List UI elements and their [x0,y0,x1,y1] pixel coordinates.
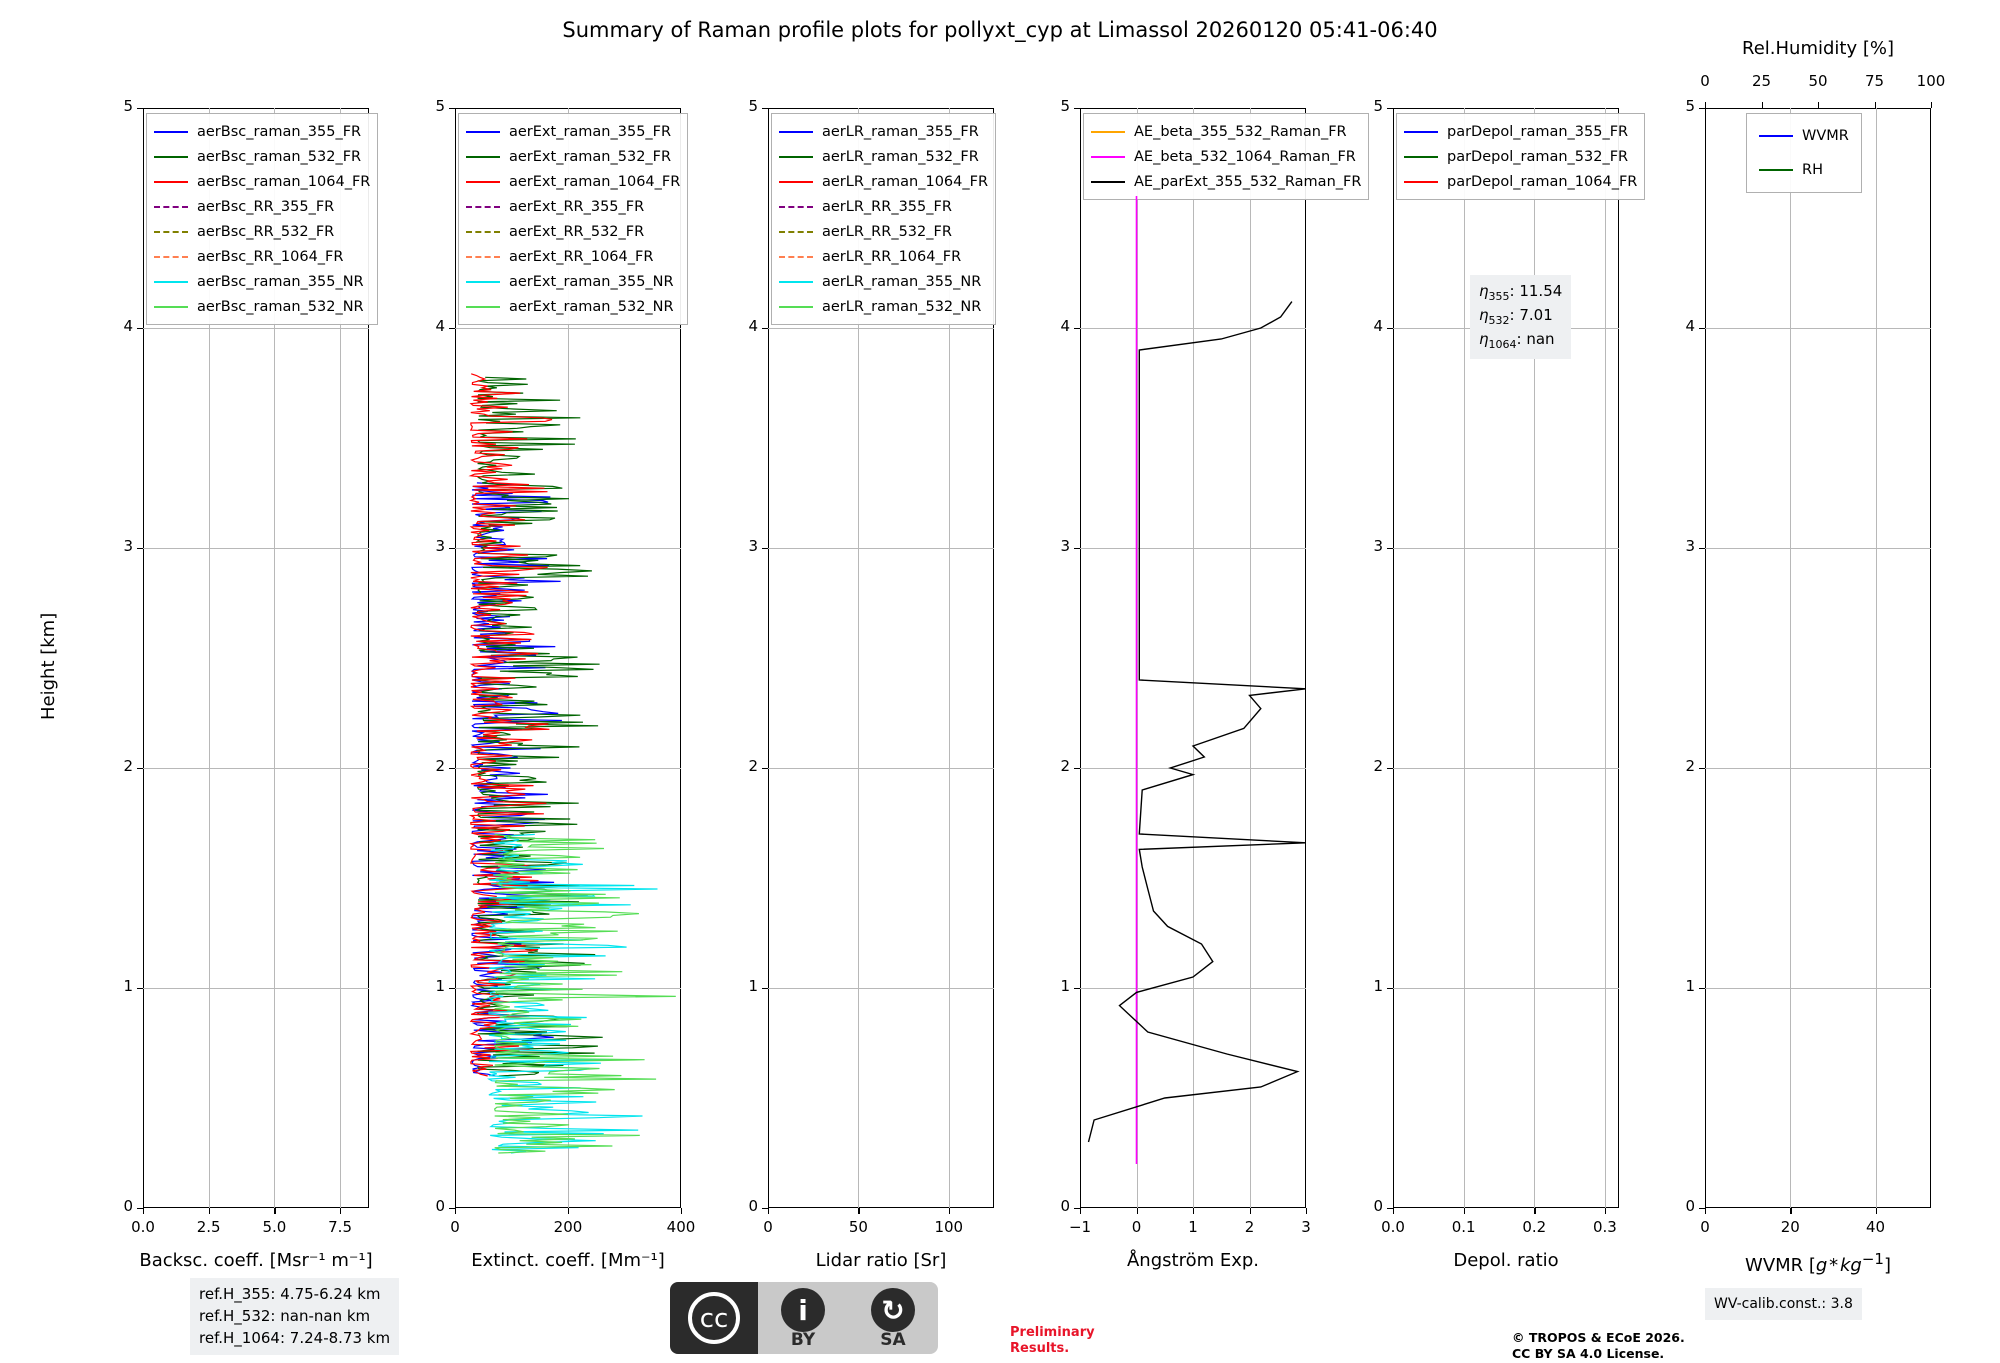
x-tick [1250,1208,1251,1214]
y-tick-label: 2 [435,757,445,775]
y-tick-label: 1 [1060,977,1070,995]
x-tick [1534,1208,1535,1214]
top-axis-label: Rel.Humidity [%] [1742,38,1894,59]
copyright-line: © TROPOS & ECoE 2026. [1512,1330,1685,1345]
y-tick-label: 2 [1685,757,1695,775]
preliminary-line: Results. [1010,1341,1070,1357]
top-axis-tick [1705,102,1706,108]
data-curves [1080,108,1306,1208]
y-tick-label: 4 [748,317,758,335]
x-tick-label: 0.0 [131,1218,155,1236]
data-curves [1705,108,1931,1208]
legend-label: aerExt_RR_1064_FR [509,248,654,265]
x-tick [143,1208,144,1214]
y-tick-label: 3 [1060,537,1070,555]
x-tick-label: 50 [848,1218,868,1236]
chart-panel-2 [435,97,696,1271]
x-tick [568,1208,569,1214]
y-tick-label: 3 [1685,537,1695,555]
legend-label: aerExt_RR_532_FR [509,223,645,240]
x-tick-label: 0.2 [1522,1218,1547,1236]
x-tick [1306,1208,1307,1214]
x-tick-label: 200 [553,1218,583,1236]
cc-sa-icon: ↻ SA [848,1282,938,1354]
x-axis-label: Backsc. coeff. [Msr⁻¹ m⁻¹] [139,1250,373,1271]
legend-label: aerExt_raman_532_NR [509,298,674,315]
y-tick-label: 0 [1373,1197,1383,1215]
y-tick-label: 3 [1373,537,1383,555]
x-tick [1137,1208,1138,1214]
preliminary-note [1010,1325,1095,1358]
legend-label: aerBsc_raman_532_NR [197,298,364,315]
x-tick [1080,1208,1081,1214]
y-tick-label: 0 [123,1197,133,1215]
legend-label: aerBsc_raman_532_FR [197,148,362,165]
legend-label: aerLR_raman_532_NR [822,298,982,315]
data-curves [143,108,369,1208]
legend-label: RH [1802,162,1823,178]
y-tick-label: 2 [123,757,133,775]
legend-label: aerExt_raman_1064_FR [509,173,681,190]
x-tick-label: 100 [934,1218,964,1236]
legend-label: aerLR_RR_1064_FR [822,248,962,265]
x-tick-label: 0.1 [1451,1218,1476,1236]
x-tick [1393,1208,1394,1214]
x-tick [1464,1208,1465,1214]
x-tick-label: 0.0 [1381,1218,1405,1236]
x-tick [858,1208,859,1214]
x-tick-label: 0 [450,1218,460,1236]
chart-panel-1 [123,97,373,1271]
top-axis-tick [1931,102,1932,108]
legend-label: aerBsc_RR_532_FR [197,223,335,240]
chart-panel-4 [1060,97,1362,1271]
ref-height-note [190,1278,399,1355]
y-tick-label: 1 [1373,977,1383,995]
legend-label: aerExt_raman_355_FR [509,123,672,140]
chart-panel-5 [1373,97,1638,1271]
copyright-line: CC BY SA 4.0 License. [1512,1346,1665,1362]
x-tick [455,1208,456,1214]
x-tick-label: 0 [1131,1218,1142,1236]
legend-label: aerLR_raman_355_FR [822,123,979,140]
x-tick-label: 0 [1700,1218,1710,1236]
top-axis-tick-label: 0 [1700,72,1710,90]
y-tick-label: 5 [1685,97,1695,115]
cc-by-icon: i BY [758,1282,848,1354]
legend-label: aerLR_RR_532_FR [822,223,952,240]
x-tick [949,1208,950,1214]
x-tick [274,1208,275,1214]
chart-panel-3 [748,97,994,1271]
legend-label: aerLR_raman_532_FR [822,148,979,165]
legend-label: AE_beta_355_532_Raman_FR [1134,123,1347,140]
x-tick-label: 0 [763,1218,773,1236]
x-tick-label: −1 [1068,1218,1092,1236]
y-tick-label: 0 [1060,1197,1070,1215]
x-axis-label: Extinct. coeff. [Mm⁻¹] [471,1250,665,1271]
y-tick-label: 5 [1060,97,1070,115]
x-axis-label: Lidar ratio [Sr] [815,1250,947,1271]
legend-label: aerExt_raman_532_FR [509,148,672,165]
y-tick-label: 1 [748,977,758,995]
x-tick [1193,1208,1194,1214]
y-tick-label: 3 [435,537,445,555]
preliminary-line: Preliminary [1010,1325,1095,1340]
y-tick-label: 5 [748,97,758,115]
legend-label: aerLR_raman_355_NR [822,273,982,290]
page-title: Summary of Raman profile plots for pollyxt_cyp at Limassol 20260120 05:41-06:40 [562,18,1438,42]
x-tick [768,1208,769,1214]
top-axis-tick-label: 25 [1751,72,1772,90]
data-curves [1393,108,1619,1208]
x-tick-label: 1 [1188,1218,1198,1236]
y-tick-label: 5 [435,97,445,115]
y-tick-label: 1 [1685,977,1695,995]
y-tick-label: 4 [123,317,133,335]
x-axis-label: Ångström Exp. [1126,1250,1260,1271]
y-tick-label: 5 [123,97,133,115]
y-tick-label: 0 [748,1197,758,1215]
top-axis-tick-label: 75 [1864,72,1885,90]
cc-license-badge [670,1282,938,1354]
eta-info-box [1470,275,1571,359]
wv-calib-note: WV-calib.const.: 3.8 [1705,1288,1862,1320]
legend-label: WVMR [1802,128,1849,144]
legend-label: aerBsc_raman_355_NR [197,273,364,290]
legend-label: aerLR_raman_1064_FR [822,173,989,190]
legend-label: aerExt_RR_355_FR [509,198,645,215]
data-curves [455,108,681,1208]
series-line [1089,302,1307,1142]
legend-label: aerBsc_RR_355_FR [197,198,335,215]
x-tick [1790,1208,1791,1214]
y-tick-label: 2 [1373,757,1383,775]
y-tick-label: 4 [1685,317,1695,335]
data-curves [768,108,994,1208]
x-tick-label: 20 [1780,1218,1800,1236]
ref-height-line: ref.H_355: 4.75-6.24 km [199,1285,381,1303]
y-tick-label: 1 [123,977,133,995]
x-tick [1705,1208,1706,1214]
legend-label: aerExt_raman_355_NR [509,273,674,290]
top-axis-tick [1875,102,1876,108]
x-tick [681,1208,682,1214]
legend-label: parDepol_raman_532_FR [1447,148,1629,165]
x-tick-label: 2.5 [196,1218,221,1236]
legend-label: AE_parExt_355_532_Raman_FR [1134,173,1362,190]
x-tick-label: 40 [1866,1218,1886,1236]
y-tick-label: 1 [435,977,445,995]
x-tick-label: 0.3 [1592,1218,1617,1236]
ref-height-line: ref.H_532: nan-nan km [199,1306,371,1325]
x-tick-label: 5.0 [262,1218,287,1236]
y-tick-label: 4 [435,317,445,335]
y-axis-label: Height [km] [38,612,59,720]
x-tick-label: 400 [666,1218,696,1236]
y-tick-label: 5 [1373,97,1383,115]
x-tick [1876,1208,1877,1214]
y-tick-label: 2 [748,757,758,775]
y-tick-label: 3 [123,537,133,555]
legend-label: AE_beta_532_1064_Raman_FR [1134,148,1356,165]
legend-label: aerBsc_raman_1064_FR [197,173,371,190]
eta-line: $\eta_{355}$: 11.54 [1479,282,1563,303]
chart-panel-6 [1685,97,1931,1276]
x-axis-label: Depol. ratio [1453,1250,1559,1271]
svg-text:cc: cc [699,1304,729,1334]
cc-icon [670,1282,758,1354]
legend-label: aerLR_RR_355_FR [822,198,952,215]
x-axis-label: WVMR [g * $kg^{-1}$] [1745,1250,1891,1276]
legend-label: aerBsc_raman_355_FR [197,123,362,140]
top-axis-tick-label: 100 [1916,72,1946,90]
legend-label: parDepol_raman_355_FR [1447,123,1629,140]
top-axis-tick-label: 50 [1808,72,1828,90]
legend-label: aerBsc_RR_1064_FR [197,248,344,265]
y-tick-label: 3 [748,537,758,555]
y-tick-label: 0 [1685,1197,1695,1215]
x-tick-label: 2 [1244,1218,1255,1236]
legend-label: parDepol_raman_1064_FR [1447,173,1638,190]
x-tick [1605,1208,1606,1214]
copyright-note [1512,1330,1685,1363]
eta-line: $\eta_{1064}$: nan [1479,329,1555,351]
y-tick-label: 4 [1373,317,1383,335]
x-tick [209,1208,210,1214]
x-tick-label: 7.5 [328,1218,352,1236]
y-tick-label: 2 [1060,757,1070,775]
x-tick [340,1208,341,1214]
eta-line: $\eta_{532}$: 7.01 [1479,305,1553,327]
top-axis-tick [1762,102,1763,108]
y-tick-label: 0 [435,1197,445,1215]
y-tick-label: 4 [1060,317,1070,335]
ref-height-line: ref.H_1064: 7.24-8.73 km [199,1328,391,1347]
top-axis-tick [1818,102,1819,108]
x-tick-label: 3 [1301,1218,1311,1236]
